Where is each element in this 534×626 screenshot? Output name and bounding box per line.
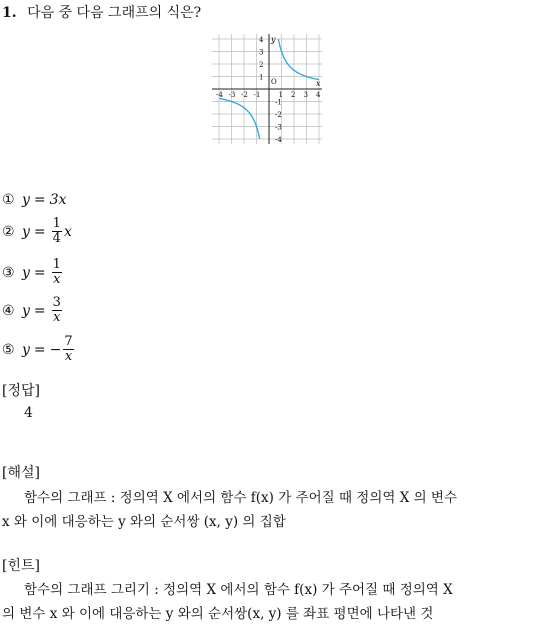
choice-5[interactable] <box>2 335 76 364</box>
y-axis-label: y <box>271 35 276 44</box>
y-tick-label: -2 <box>275 111 282 119</box>
fraction: $\frac{1}{x}$ <box>52 257 61 287</box>
answer-label: [정답] <box>2 383 40 399</box>
hint-label: [힌트] <box>2 558 40 574</box>
curve-third-quadrant <box>219 98 260 139</box>
origin-label: O <box>271 78 277 86</box>
hyperbola-graph <box>212 34 324 144</box>
y-tick-label: 3 <box>259 48 264 57</box>
x-tick-label: 3 <box>303 91 308 99</box>
explanation-label: [해설] <box>2 465 40 481</box>
explanation-line-1: 함수의 그래프 : 정의역 X 에서의 함수 f(x) 가 주어질 때 정의역 X 의 변수 <box>24 490 458 506</box>
answer-value: 4 <box>24 405 33 421</box>
choice-number: ① <box>2 192 15 208</box>
choice-expression: y = $\frac{1}{4}$ x <box>22 216 72 246</box>
x-tick-label: -4 <box>216 91 223 99</box>
choice-number: ③ <box>2 264 15 281</box>
fraction: $\frac{1}{4}$ <box>52 216 61 246</box>
choice-number: ⑤ <box>2 341 15 358</box>
x-tick-label: 2 <box>291 91 296 99</box>
x-axis-label: x <box>316 79 321 88</box>
choice-expression: y = 3x <box>22 192 67 208</box>
fraction: $\frac{7}{x}$ <box>64 334 73 364</box>
x-tick-label: 4 <box>316 91 321 99</box>
y-tick-label: -4 <box>275 136 282 144</box>
y-tick-label: 2 <box>259 61 264 69</box>
choice-expression: y = $\frac{3}{x}$ <box>22 295 61 325</box>
graph-axes <box>212 34 322 144</box>
choice-number: ④ <box>2 302 15 319</box>
x-tick-label: -1 <box>253 91 261 99</box>
choice-expression: y = $\frac{1}{x}$ <box>22 257 61 287</box>
hint-line-2: 의 변수 x 와 이에 대응하는 y 와의 순서쌍(x, y) 를 좌표 평면에 나타낸 것 <box>2 606 434 622</box>
x-tick-label: 1 <box>278 91 283 99</box>
choice-3[interactable] <box>2 258 64 287</box>
y-tick-label: 4 <box>259 36 264 44</box>
explanation-line-2: x 와 이에 대응하는 y 와의 순서쌍 (x, y) 의 집합 <box>2 514 286 530</box>
x-tick-label: -2 <box>241 91 248 99</box>
curve-first-quadrant <box>278 39 319 80</box>
choice-1[interactable] <box>2 192 66 208</box>
question-title <box>2 2 201 22</box>
question-number: 1. <box>2 5 17 21</box>
choice-4[interactable] <box>2 296 64 325</box>
x-tick-label: -3 <box>228 91 236 99</box>
y-tick-label: 1 <box>259 73 264 82</box>
hint-line-1: 함수의 그래프 그리기 : 정의역 X 에서의 함수 f(x) 가 주어질 때 정의역 X <box>24 582 453 598</box>
choice-number: ② <box>2 223 15 240</box>
question-text: 다음 중 다음 그래프의 식은? <box>27 5 202 21</box>
fraction: $\frac{3}{x}$ <box>52 295 61 325</box>
choice-2[interactable] <box>2 217 72 246</box>
y-tick-label: -1 <box>275 98 282 107</box>
choice-expression: y = − $\frac{7}{x}$ <box>22 334 73 364</box>
y-tick-label: -3 <box>275 123 282 132</box>
